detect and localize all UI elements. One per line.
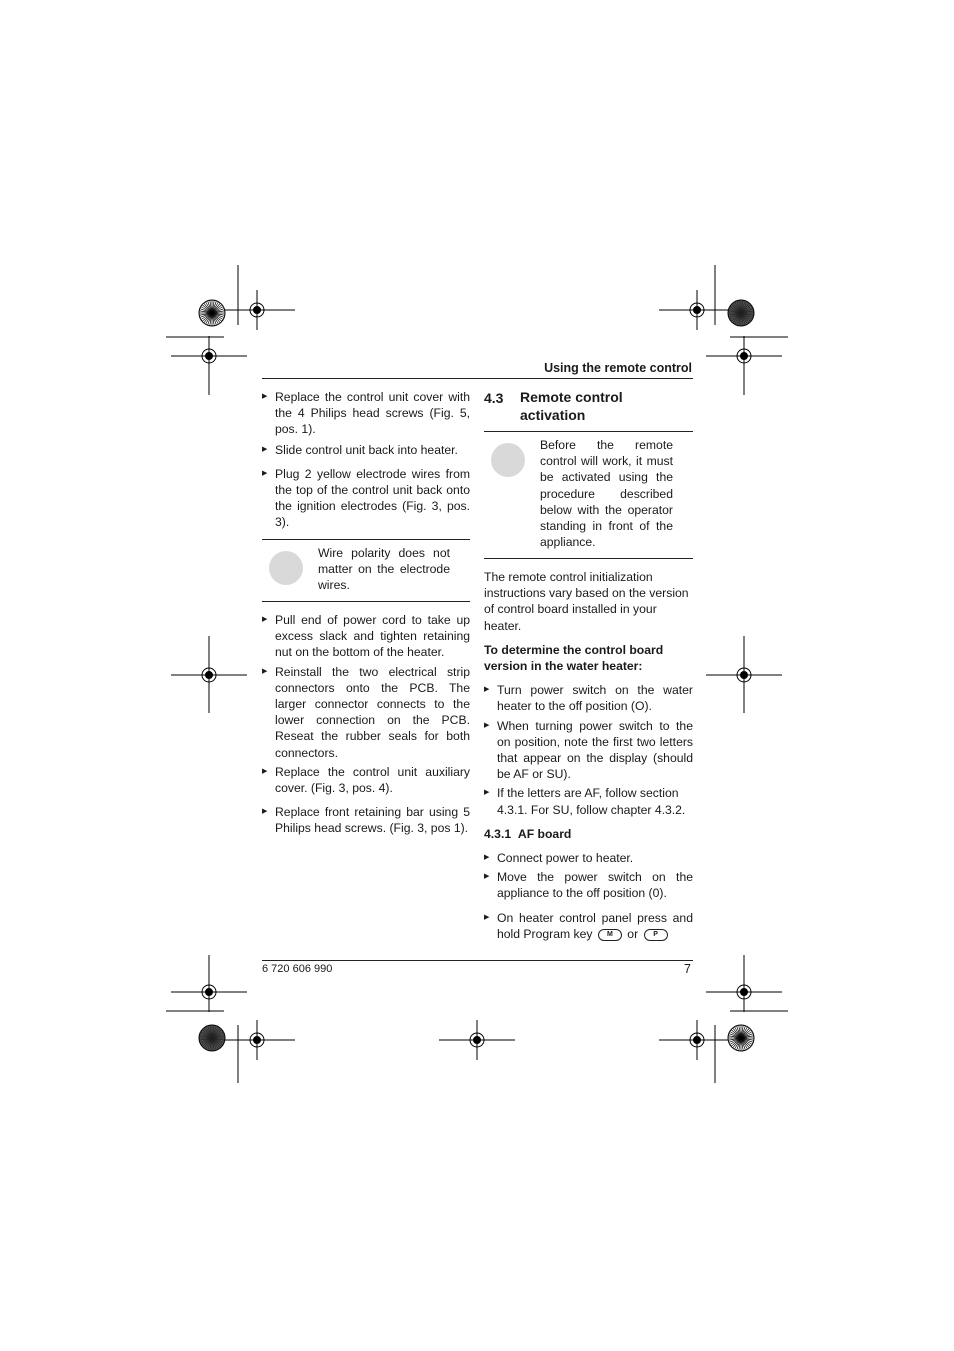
left-column-lower [262,612,470,837]
subheading: To determine the control board version in the water heater: [484,642,664,674]
page-number: 7 [684,962,691,976]
list-item: ▶ Replace front retaining bar using 5 Philips head screws. (Fig. 3, pos 1). [262,804,470,836]
note-icon [491,443,525,477]
running-header: Using the remote control [544,361,692,375]
program-key-m-icon: M [598,929,622,941]
note-text: Wire polarity does not matter on the electrode wires. [318,546,450,593]
list-item: ▶ When turning power switch to the on position, note the first two letters that appear on the display (should be AF or SU). [484,718,693,783]
note-text: Before the remote control will work, it must be activated using the procedure described below with the operator standing in front of the appliance. [540,438,673,550]
list-item: ▶ Plug 2 yellow electrode wires from the top of the control unit back onto the ignition electrodes (Fig. 3, pos. 3). [262,466,470,531]
list-item: ▶ If the letters are AF, follow section 4.3.1. For SU, follow chapter 4.3.2. [484,785,693,817]
list-item: ▶ Replace the control unit cover with the 4 Philips head screws (Fig. 5, pos. 1). [262,389,470,438]
list-item: ▶ Slide control unit back into heater. [262,442,470,458]
list-item: ▶ Pull end of power cord to take up excess slack and tighten retaining nut on the bottom of the heater. [262,612,470,661]
list-item: ▶ Replace the control unit auxiliary cover. (Fig. 3, pos. 4). [262,764,470,796]
list-item: ▶ Reinstall the two electrical strip connectors onto the PCB. The larger connector connects to the lower connection on the PCB. Reseat the rubber seals for both connectors. [262,664,470,761]
section-number: 4.3 [484,390,504,406]
section-title: Remote control activation [520,389,623,423]
footer-rule [262,960,693,961]
list-item: ▶ Turn power switch on the water heater to the off position (O). [484,682,693,714]
intro-paragraph: The remote control initialization instructions vary based on the version of control board installed in your heater. [484,570,689,633]
note-rule-top [262,539,470,540]
document-code: 6 720 606 990 [262,963,333,975]
subsection-heading: 4.3.1 AF board [484,826,572,841]
list-item: ▶ Connect power to heater. [484,850,693,866]
program-key-p-icon: P [644,929,668,941]
note-rule-top [484,431,693,432]
header-rule [262,378,693,379]
note-rule-bottom [262,601,470,602]
note-icon [269,551,303,585]
note-rule-bottom [484,558,693,559]
right-column [484,569,693,942]
list-item: ▶ Move the power switch on the appliance to the off position (0). [484,869,693,901]
left-column [262,389,470,531]
list-item: ▶ On heater control panel press and hold Program key M or P [484,910,693,942]
